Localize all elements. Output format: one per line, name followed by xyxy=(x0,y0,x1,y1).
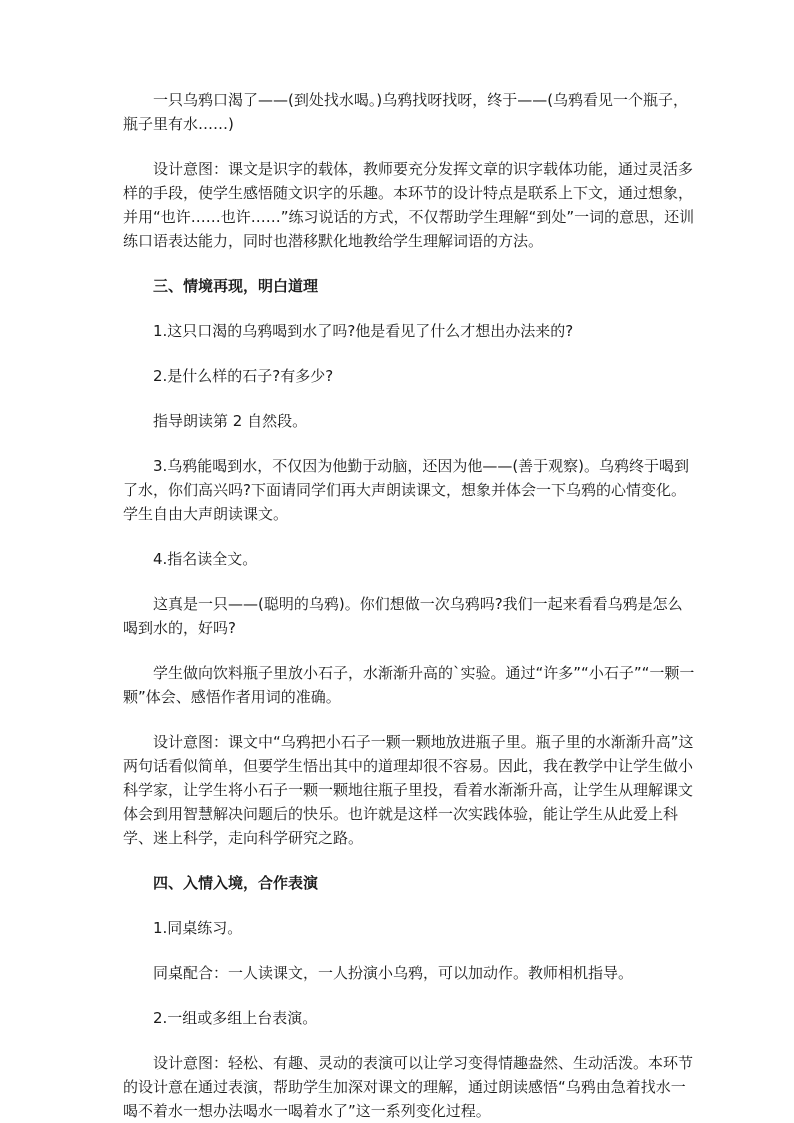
section-heading-4: 四、入情入境，合作表演 xyxy=(153,874,319,892)
paragraph-design-intent-2: 设计意图：课文中“乌鸦把小石子一颗一颗地放进瓶子里。瓶子里的水渐渐升高”这两句话看似简单，但要学生悟出其中的道理却很不容易。因此，我在教学中让学生做小科学家，让学生将小石子一颗一颗地往瓶子里投，看着水渐渐升高，让学生从理解课文体会到用智慧解决问题后的快乐。也许就是这样一次实践体验，能让学生从此爱上科学、迷上科学，走向科学研究之路。 xyxy=(123,733,694,847)
paragraph-question-4: 4.指名读全文。 xyxy=(153,550,258,568)
paragraph-question-2: 2.是什么样的石子?有多少? xyxy=(153,367,334,385)
paragraph-experiment: 学生做向饮料瓶子里放小石子，水渐渐升高的`实验。通过“许多”“小石子”“一颗一颗”体会、感悟作者用词的准确。 xyxy=(123,664,695,706)
paragraph-design-intent-3: 设计意图：轻松、有趣、灵动的表演可以让学习变得情趣盎然、生动活泼。本环节的设计意在通过表演，帮助学生加深对课文的理解，通过朗读感悟“乌鸦由急着找水一喝不着水一想办法喝水一喝着水了”这一系列变化过程。 xyxy=(123,1054,694,1120)
paragraph-clever-crow: 这真是一只——(聪明的乌鸦)。你们想做一次乌鸦吗?我们一起来看看乌鸦是怎么喝到水的，好吗? xyxy=(123,595,683,637)
paragraph-question-3: 3.乌鸦能喝到水，不仅因为他勤于动脑，还因为他——(善于观察)。乌鸦终于喝到了水，你们高兴吗?下面请同学们再大声朗读课文，想象并体会一下乌鸦的心情变化。学生自由大声朗读课文。 xyxy=(123,457,690,523)
paragraph-story-intro: 一只乌鸦口渴了——(到处找水喝。)乌鸦找呀找呀，终于——(乌鸦看见一个瓶子，瓶子里有水……) xyxy=(123,91,689,133)
paragraph-group-performance: 2.一组或多组上台表演。 xyxy=(153,1009,318,1027)
paragraph-design-intent-1: 设计意图：课文是识字的载体，教师要充分发挥文章的识字载体功能，通过灵活多样的手段，使学生感悟随文识字的乐趣。本环节的设计特点是联系上下文，通过想象，并用“也许……也许……”练习说话的方式，不仅帮助学生理解“到处”一词的意思，还训练口语表达能力，同时也潜移默化地教给学生理解词语的方法。 xyxy=(123,160,695,250)
paragraph-reading-guide: 指导朗读第 2 自然段。 xyxy=(153,412,308,430)
paragraph-pair-practice: 1.同桌练习。 xyxy=(153,919,243,937)
document-page xyxy=(123,88,695,1123)
paragraph-question-1: 1.这只口渴的乌鸦喝到水了吗?他是看见了什么才想出办法来的? xyxy=(153,322,574,340)
section-heading-3: 三、情境再现，明白道理 xyxy=(153,277,319,295)
paragraph-pair-roles: 同桌配合：一人读课文，一人扮演小乌鸦，可以加动作。教师相机指导。 xyxy=(153,964,634,982)
